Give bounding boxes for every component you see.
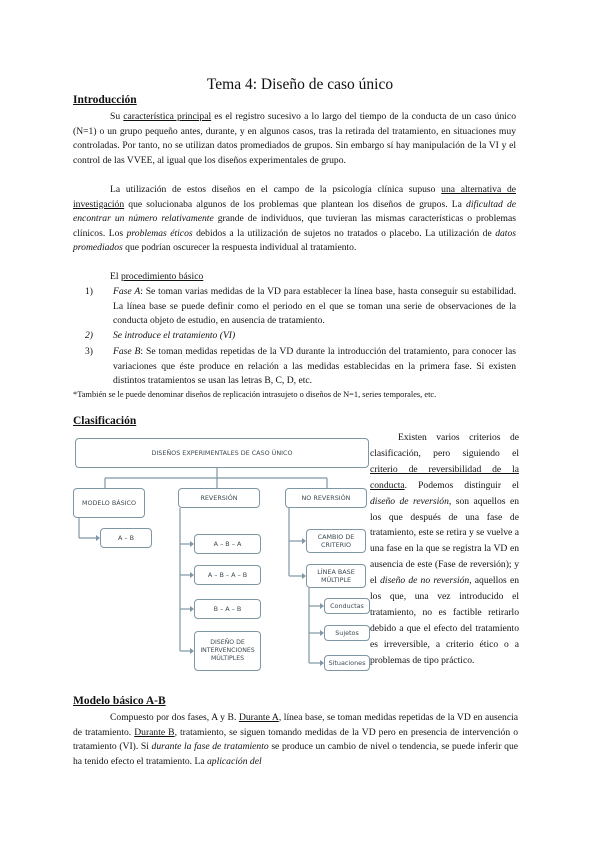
diagram-rev-item: A – B – A <box>194 534 261 554</box>
page-title: Tema 4: Diseño de caso único <box>206 76 394 93</box>
diagram-lbm-item: Situaciones <box>324 655 370 671</box>
diagram-rev-item: DISEÑO DE INTERVENCIONES MÚLTIPLES <box>194 631 261 671</box>
step-number: 1) <box>85 286 93 297</box>
diagram-col-basic: MODELO BÁSICO <box>73 488 145 518</box>
diagram-rev-item: B – A – B <box>194 599 261 619</box>
modelo-heading: Modelo básico A-B <box>73 695 166 707</box>
diagram-rev-item: A – B – A – B <box>194 565 261 585</box>
intro-paragraph-1: Su característica principal es el registro sucesivo a lo largo del tiempo de la conducta de un caso único (N=1) o un grupo pequeño antes, durante, y en algunos casos, tras la retirada del tratamiento, en situaciones muy controladas. Por tanto, no se utilizan datos promediados de grupos. Sin embargo sí hay manipulación de la VI y el control de las VVEE, al igual que los diseños experimentales de grupo. <box>73 111 516 166</box>
step-text: Fase B: Se toman medidas repetidas de la VD durante la introducción del tratamiento, para conocer las variaciones que éste produce en relación a las medidas establecidas en la primera fase. Si existen distintos tratamientos se usan las letras B, C, D, etc. <box>113 346 516 387</box>
step-text: Fase A: Se toman varias medidas de la VD para establecer la línea base, hasta conseguir su estabilidad. La línea base se puede definir como el periodo en el que se toman una serie de observaciones de la conducta objeto de estudio, en ausencia de tratamiento. <box>113 286 517 327</box>
diagram-root: DISEÑOS EXPERIMENTALES DE CASO ÚNICO <box>75 438 369 468</box>
diagram-col-reversion: REVERSIÓN <box>178 488 260 508</box>
clasificacion-heading: Clasificación <box>73 415 137 427</box>
procedure-label: El procedimiento básico <box>110 271 204 282</box>
diagram-cambio-criterio: CAMBIO DE CRITERIO <box>306 529 366 553</box>
diagram-lbm-item: Conductas <box>324 598 370 614</box>
diagram-col-no-reversion: NO REVERSIÓN <box>285 488 367 508</box>
clasificacion-text: Existen varios criterios de clasificación, pero siguiendo el criterio de reversibilidad de la conducta. Podemos distinguir el diseño de reversión, son aquellos en los que después de una fase de tratamiento, este se retira y se vuelve a una fase en la que se registra la VD en ausencia de este (Fase de reversión); y el diseño de no reversión, aquellos en los que, una vez introducido el tratamiento, no es factible retirarlo debido a que el efecto del tratamiento es irreversible, a criterio ético o a problemas de tipo práctico. <box>370 432 519 666</box>
diagram-ab: A – B <box>100 528 152 548</box>
step-number: 2) <box>85 330 93 341</box>
intro-heading: Introducción <box>73 94 137 106</box>
modelo-paragraph: Compuesto por dos fases, A y B. Durante A, línea base, se toman medidas repetidas de la VD en ausencia de tratamiento. Durante B, tratamiento, se siguen tomando medidas de la VD pero en presencia de intervención o tratamiento (VI). Si durante la fase de tratamiento se produce un cambio de nivel o tendencia, se puede inferir que ha tenido efecto el tratamiento. La aplicación del <box>73 712 519 767</box>
step-number: 3) <box>85 346 93 357</box>
diagram-lbm-item: Sujetos <box>324 625 370 641</box>
step-text: Se introduce el tratamiento (VI) <box>113 330 236 341</box>
intro-paragraph-2: La utilización de estos diseños en el campo de la psicología clínica supuso una alternativa de investigación que solucionaba algunos de los problemas que plantean los diseños de grupos. La dificultad de encontrar un número relativamente grande de individuos, que tuvieran las mismas características o problemas clínicos. Los problemas éticos debidos a la utilización de sujetos no tratados o placebo. La utilización de datos promediados que podrían oscurecer la respuesta individual al tratamiento. <box>73 184 517 254</box>
footnote: *También se le puede denominar diseños de replicación intrasujeto o diseños de N=1, series temporales, etc. <box>73 390 437 399</box>
diagram-linea-base: LÍNEA BASE MÚLTIPLE <box>306 564 366 588</box>
